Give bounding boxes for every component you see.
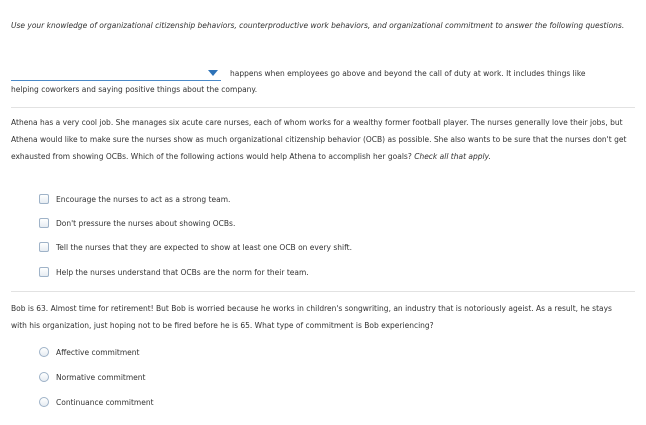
checkbox-option-3[interactable] (39, 240, 352, 254)
question-1-text-part1: happens when employees go above and beyond the call of duty at work. It includes things like (230, 69, 586, 78)
radio-button[interactable] (39, 372, 49, 382)
radio-button[interactable] (39, 397, 49, 407)
question-3-text: Bob is 63. Almost time for retirement! But Bob is worried because he works in children's songwriting, an industry that is notoriously ageist. As a result, he stays with his organization, just hoping not to be fired before he is 65. What type of commitment is Bob experiencing? (11, 304, 612, 330)
option-label: Help the nurses understand that OCBs are the norm for their team. (56, 267, 309, 277)
question-2-instruction: Check all that apply. (414, 152, 491, 161)
divider (11, 107, 635, 108)
answer-dropdown[interactable] (11, 68, 221, 81)
radio-button[interactable] (39, 347, 49, 357)
question-2-body: Athena has a very cool job. She manages six acute care nurses, each of whom works for a wealthy former football player. The nurses generally love their jobs, but Athena would like to make sure the nurses show as much organizational citizenship behavior (OCB) as possible. She also wants to be sure that the nurses don't get exhausted from showing OCBs. Which of the following actions would help Athena to accomplish her goals? (11, 118, 627, 161)
option-label: Continuance commitment (56, 397, 154, 407)
checkbox[interactable] (39, 194, 49, 204)
checkbox-option-4[interactable] (39, 265, 309, 279)
instructions-text: Use your knowledge of organizational citizenship behaviors, counterproductive work behaviors, and organizational commitment to answer the following questions. (11, 21, 625, 30)
radio-option-3[interactable] (39, 395, 154, 409)
chevron-down-icon[interactable] (208, 70, 218, 76)
question-2-text (11, 114, 629, 165)
checkbox[interactable] (39, 242, 49, 252)
radio-option-1[interactable] (39, 345, 139, 359)
option-label: Tell the nurses that they are expected to show at least one OCB on every shift. (56, 242, 352, 252)
checkbox-option-2[interactable] (39, 216, 235, 230)
option-label: Encourage the nurses to act as a strong team. (56, 194, 231, 204)
option-label: Don't pressure the nurses about showing OCBs. (56, 218, 236, 228)
checkbox[interactable] (39, 267, 49, 277)
question-1-text-part2: helping coworkers and saying positive things about the company. (11, 85, 258, 94)
option-label: Affective commitment (56, 347, 140, 357)
checkbox-option-1[interactable] (39, 192, 230, 206)
radio-option-2[interactable] (39, 370, 145, 384)
checkbox[interactable] (39, 218, 49, 228)
option-label: Normative commitment (56, 372, 146, 382)
divider (11, 291, 635, 292)
